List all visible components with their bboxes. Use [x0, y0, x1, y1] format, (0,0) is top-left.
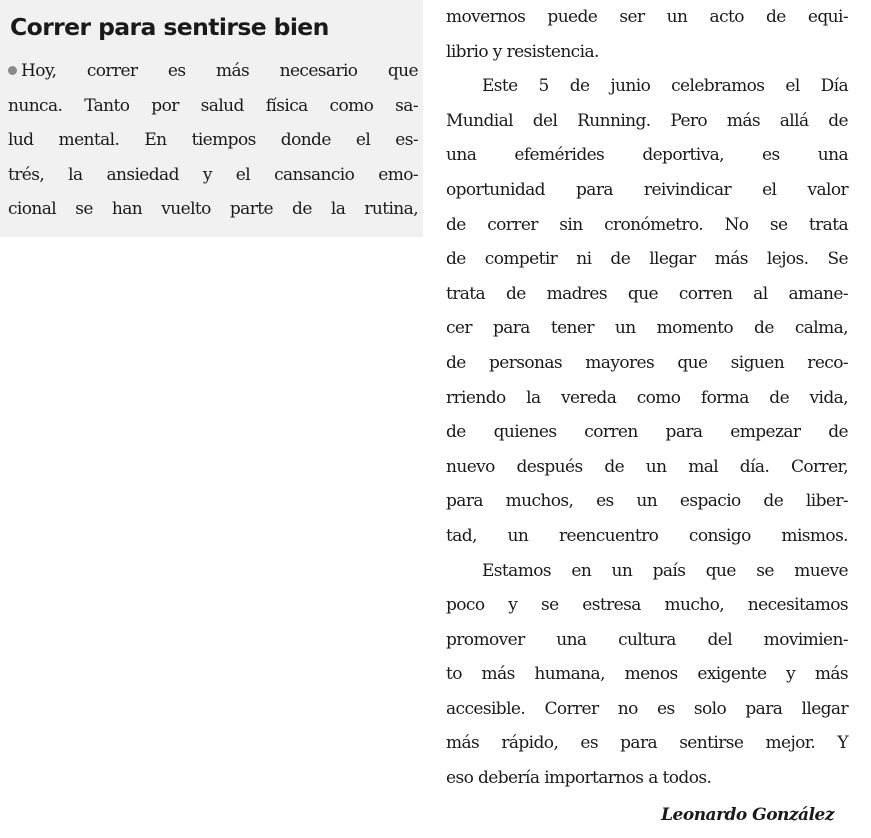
paragraph-first-line: Este 5 de junio celebramos el Día [482, 76, 848, 97]
intro-paragraph [8, 54, 418, 227]
text-line [8, 54, 418, 89]
text-line: rriendo la vereda como forma de vida, [446, 387, 848, 408]
bullet-icon [8, 66, 17, 75]
text-line: accesible. Correr no es solo para llegar [446, 698, 848, 719]
text-line: para muchos, es un espacio de liber- [446, 491, 848, 512]
text-line-content: Hoy, correr es más necesario que [21, 61, 418, 81]
text-line: trés, la ansiedad y el cansancio emo- [8, 164, 418, 185]
text-line: Mundial del Running. Pero más allá de [446, 110, 848, 131]
text-line: eso debería importarnos a todos. [446, 768, 712, 789]
text-line: oportunidad para reivindicar el valor [446, 179, 848, 200]
text-line: más rápido, es para sentirse mejor. Y [446, 733, 848, 754]
text-line: de personas mayores que siguen reco- [446, 352, 848, 373]
text-line: de correr sin cronómetro. No se trata [446, 214, 848, 235]
text-line: una efemérides deportiva, es una [446, 145, 848, 166]
article-headline: Correr para sentirse bien [10, 13, 329, 41]
text-line: nunca. Tanto por salud física como sa- [8, 95, 418, 116]
text-line: promover una cultura del movimien- [446, 629, 848, 650]
text-line: to más humana, menos exigente y más [446, 664, 848, 685]
text-line: nuevo después de un mal día. Correr, [446, 456, 848, 477]
text-line: trata de madres que corren al amane- [446, 283, 848, 304]
text-line: movernos puede ser un acto de equi- [446, 7, 848, 27]
text-line: lud mental. En tiempos donde el es- [8, 130, 418, 151]
text-line: de competir ni de llegar más lejos. Se [446, 249, 848, 270]
text-line: de quienes corren para empezar de [446, 422, 848, 443]
text-line: tad, un reencuentro consigo mismos. [446, 525, 848, 546]
author-signature: Leonardo González [661, 805, 834, 825]
text-line: poco y se estresa mucho, necesitamos [446, 595, 848, 616]
paragraph-first-line: Estamos en un país que se mueve [482, 560, 848, 581]
text-line: cional se han vuelto parte de la rutina, [8, 199, 418, 220]
article-body-column [446, 0, 848, 838]
article-intro-column [0, 0, 423, 237]
text-line: cer para tener un momento de calma, [446, 318, 848, 339]
text-line: librio y resistencia. [446, 41, 599, 62]
